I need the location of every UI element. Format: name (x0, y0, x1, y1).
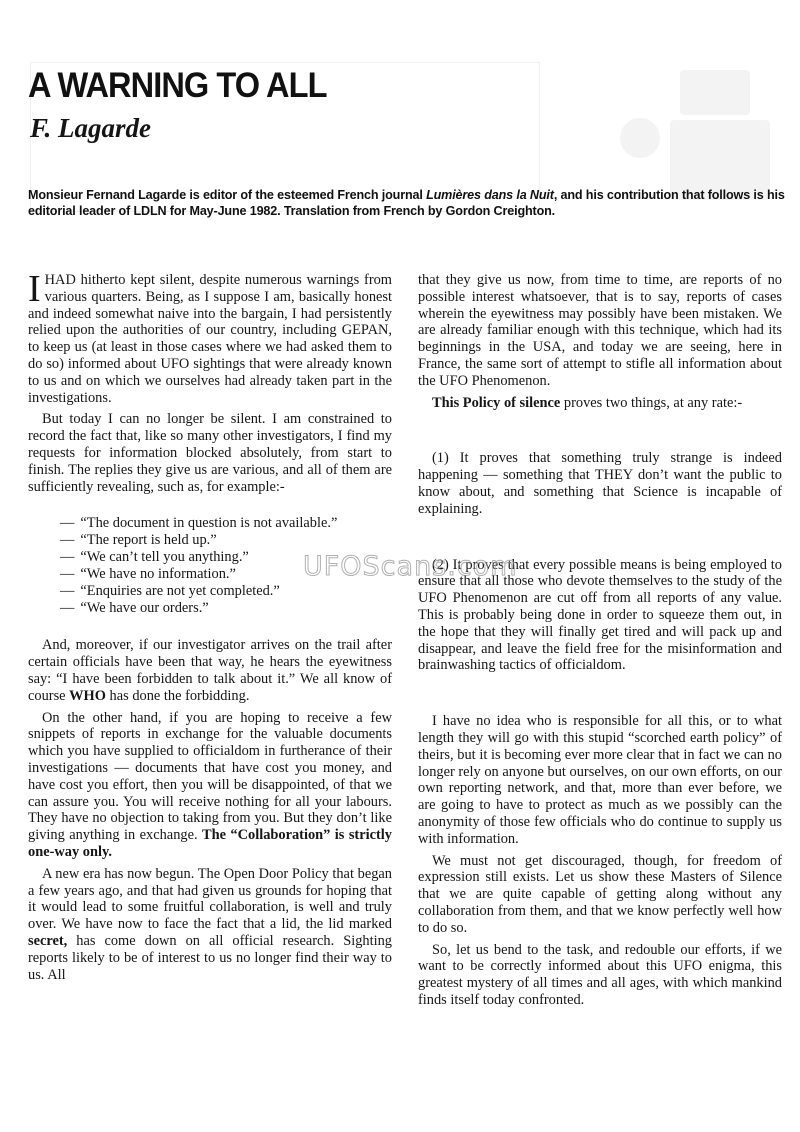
quote-text: “We can’t tell you anything.” (80, 549, 249, 566)
paragraph: that they give us now, from time to time, are reports of no possible interest whatsoever, that is to say, reports of cases wherein the eyewitness may possibly have been mistaken. We are already familiar enough with this technique, which had its beginnings in the USA, and today we are seeing, here in France, the same sort of attempt to stifle all information about the UFO Phenomenon. (418, 272, 782, 389)
paragraph (28, 637, 392, 704)
em-dash: — (60, 549, 75, 566)
paragraph: So, let us bend to the task, and redouble our efforts, if we want to be correctly informed about this UFO enigma, this greatest mystery of all times and all ages, with which mankind finds itself today confronted. (418, 941, 782, 1008)
paragraph: I have no idea who is responsible for all this, or to what length they will go with this stupid “scorched earth policy” of theirs, but it is becoming ever more clear that in fact we can no longer rely on anyone but ourselves, on our own efforts, on our own reporting network, and that, more than ever before, we are going to have to protect as much as we possibly can the anonymity of those few officials who do continue to supply us with information. (418, 713, 782, 847)
paragraph: (1) It proves that something truly strange is indeed happening — something that THEY don’t want the public to know about, and something that Science is incapable of explaining. (418, 450, 782, 517)
quote-text: “We have no information.” (80, 566, 236, 583)
em-dash: — (60, 600, 75, 617)
em-dash: — (60, 515, 75, 532)
paragraph-text: And, moreover, if our investigator arrives on the trail after certain officials have been that way, he hears the eyewitness say: “I have been forbidden to talk about it.” We all know of course (28, 637, 392, 704)
paragraph (28, 268, 392, 406)
paragraph-text: HAD hitherto kept silent, despite numerous warnings from various quarters. Being, as I suppose I am, basically honest and indeed somewhat naive into the bargain, I had persistently relied upon the authorities of our country, including GEPAN, to keep us (at least in those cases where we had asked them to do so) informed about UFO sightings that were already known to us and on which we ourselves had already taken part in the investigations. (28, 272, 392, 406)
quoted-replies-list (28, 515, 392, 617)
left-column (28, 268, 392, 988)
journal-name: Lumières dans la Nuit (426, 188, 554, 202)
paragraph (28, 866, 392, 984)
emphasis-collaboration: The “Collaboration” is strictly one-way only. (28, 827, 392, 860)
quote-text: “Enquiries are not yet completed.” (80, 583, 280, 600)
paragraph-text: proves two things, at any rate:- (560, 394, 743, 411)
em-dash: — (60, 583, 75, 600)
quote-text: “The document in question is not available.” (80, 515, 338, 532)
paragraph: But today I can no longer be silent. I am constrained to record the fact that, like so many other investigators, I find my requests for information blocked absolutely, from start to finish. The replies they give us are various, and all of them are sufficiently revealing, such as, for example:- (28, 411, 392, 495)
paragraph: We must not get discouraged, though, for freedom of expression still exists. Let us show these Masters of Silence that we are quite capable of getting along without any collaboration from them, and that we know perfectly well how to do so. (418, 852, 782, 936)
spacer (418, 679, 782, 713)
list-item (60, 515, 392, 532)
paragraph: (2) It proves that every possible means is being employed to ensure that all those who devote themselves to the study of the UFO Phenomenon are cut off from all reports of any value. This is probably being done in order to squeeze them out, in the hope that they will finally get tired and will pack up and disappear, and leave the field free for the misinformation and brainwashing tactics of officialdom. (418, 556, 782, 674)
list-item (60, 566, 392, 583)
right-column (418, 272, 782, 1014)
paragraph-text: A new era has now begun. The Open Door Policy that began a few years ago, and that had given us grounds for hoping that it would lead to some fruitful collaboration, is well and truly over. We have now to face the fact that a lid, the lid marked (28, 865, 392, 933)
em-dash: — (60, 532, 75, 549)
intro-text: Monsieur Fernand Lagarde is editor of the esteemed French journal (28, 188, 427, 202)
list-item (60, 600, 392, 617)
emphasis-secret: secret, (28, 932, 68, 949)
em-dash: — (60, 566, 75, 583)
list-item (60, 532, 392, 549)
drop-cap: I (28, 268, 41, 310)
paragraph-text: On the other hand, if you are hoping to receive a few snippets of reports in exchange for the valuable documents which you have supplied to officialdom in furtherance of their investigations — documents that have cost you money, and have cost you effort, then you will be disappointed, of that we can assure you. You will receive nothing for all your labours. They have no objection to taking from you. But they don’t like giving anything in exchange. (28, 709, 392, 844)
watermark: UFOScans.com (303, 551, 518, 582)
spacer (418, 416, 782, 450)
emphasis-who: WHO (69, 687, 106, 704)
paragraph-text: has done the forbidding. (105, 687, 250, 704)
article-author: F. Lagarde (30, 113, 152, 143)
list-item (60, 583, 392, 600)
article-title: A WARNING TO ALL (28, 66, 327, 105)
quote-text: “The report is held up.” (80, 532, 217, 549)
paragraph (418, 395, 782, 412)
quote-text: “We have our orders.” (80, 600, 209, 617)
spacer (418, 523, 782, 557)
paragraph-text: has come down on all official research. Sighting reports likely to be of interest to us no longer find their way to us. All (28, 932, 392, 983)
article-intro (28, 187, 788, 219)
paragraph (28, 710, 392, 861)
intro-text-end: , and his contribution that follows is his editorial leader of LDLN for May-June 1982. Translation from French by Gordon Creighton. (28, 188, 785, 218)
list-item (60, 549, 392, 566)
emphasis-policy-of-silence: This Policy of silence (432, 394, 561, 411)
